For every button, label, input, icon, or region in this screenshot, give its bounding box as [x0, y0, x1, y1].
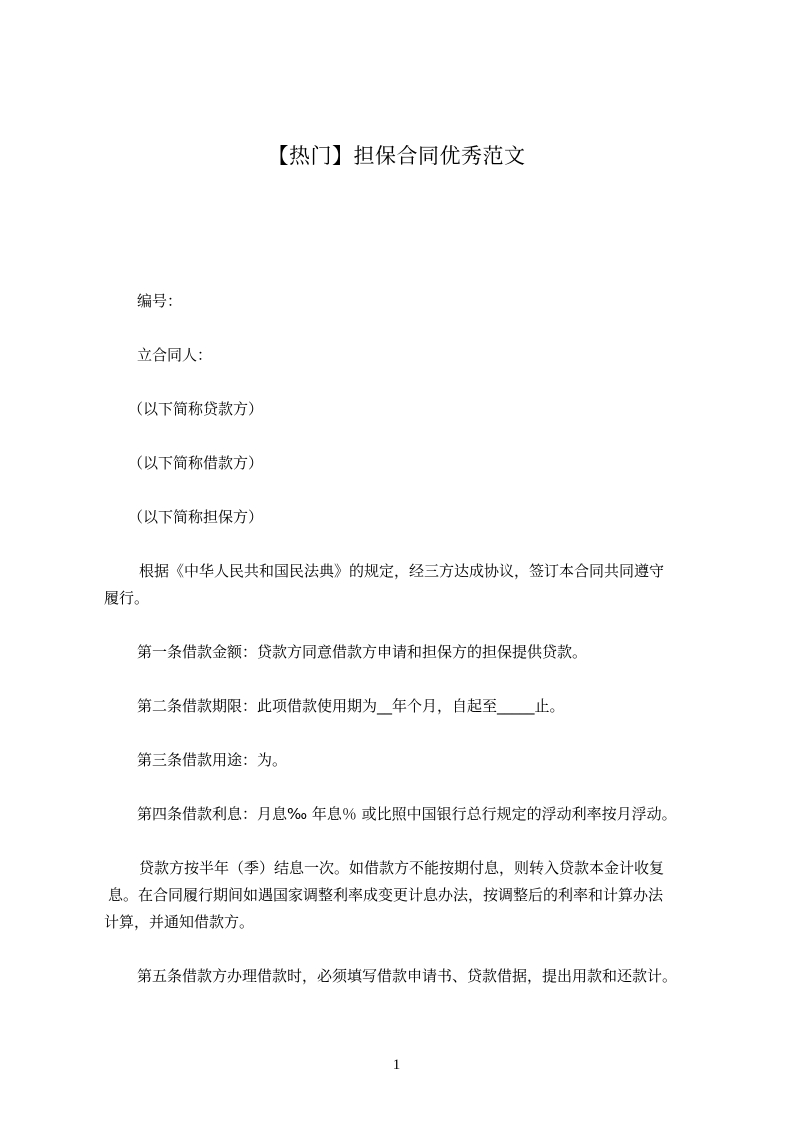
intro-paragraph-line-2: 履行。: [104, 589, 150, 607]
borrower-label: （以下简称借款方）: [128, 454, 264, 472]
lender-label: （以下简称贷款方）: [128, 400, 264, 418]
article-2: 第二条借款期限：此项借款使用期为__年个月，自起至_____止。: [137, 697, 565, 715]
interest-paragraph-line-2: 息。在合同履行期间如遇国家调整利率成变更计息办法，按调整后的利率和计算办法: [108, 886, 664, 904]
intro-paragraph-line-1: 根据《中华人民共和国民法典》的规定，经三方达成协议，签订本合同共同遵守: [139, 562, 665, 580]
article-4: 第四条借款利息：月息‰ 年息％ 或比照中国银行总行规定的浮动利率按月浮动。: [137, 805, 677, 823]
page-number: 1: [392, 1057, 401, 1073]
serial-number-label: 编号：: [137, 292, 183, 310]
contracting-parties-label: 立合同人：: [137, 346, 213, 364]
article-5: 第五条借款方办理借款时，必须填写借款申请书、贷款借据，提出用款和还款计。: [137, 967, 678, 985]
document-title: 【热门】担保合同优秀范文: [267, 144, 526, 168]
article-3: 第三条借款用途：为。: [137, 751, 288, 769]
article-1: 第一条借款金额：贷款方同意借款方申请和担保方的担保提供贷款。: [137, 643, 588, 661]
guarantor-label: （以下简称担保方）: [128, 508, 264, 526]
interest-paragraph-line-3: 计算，并通知借款方。: [104, 913, 255, 931]
interest-paragraph-line-1: 贷款方按半年（季）结息一次。如借款方不能按期付息，则转入贷款本金计收复: [139, 859, 665, 877]
